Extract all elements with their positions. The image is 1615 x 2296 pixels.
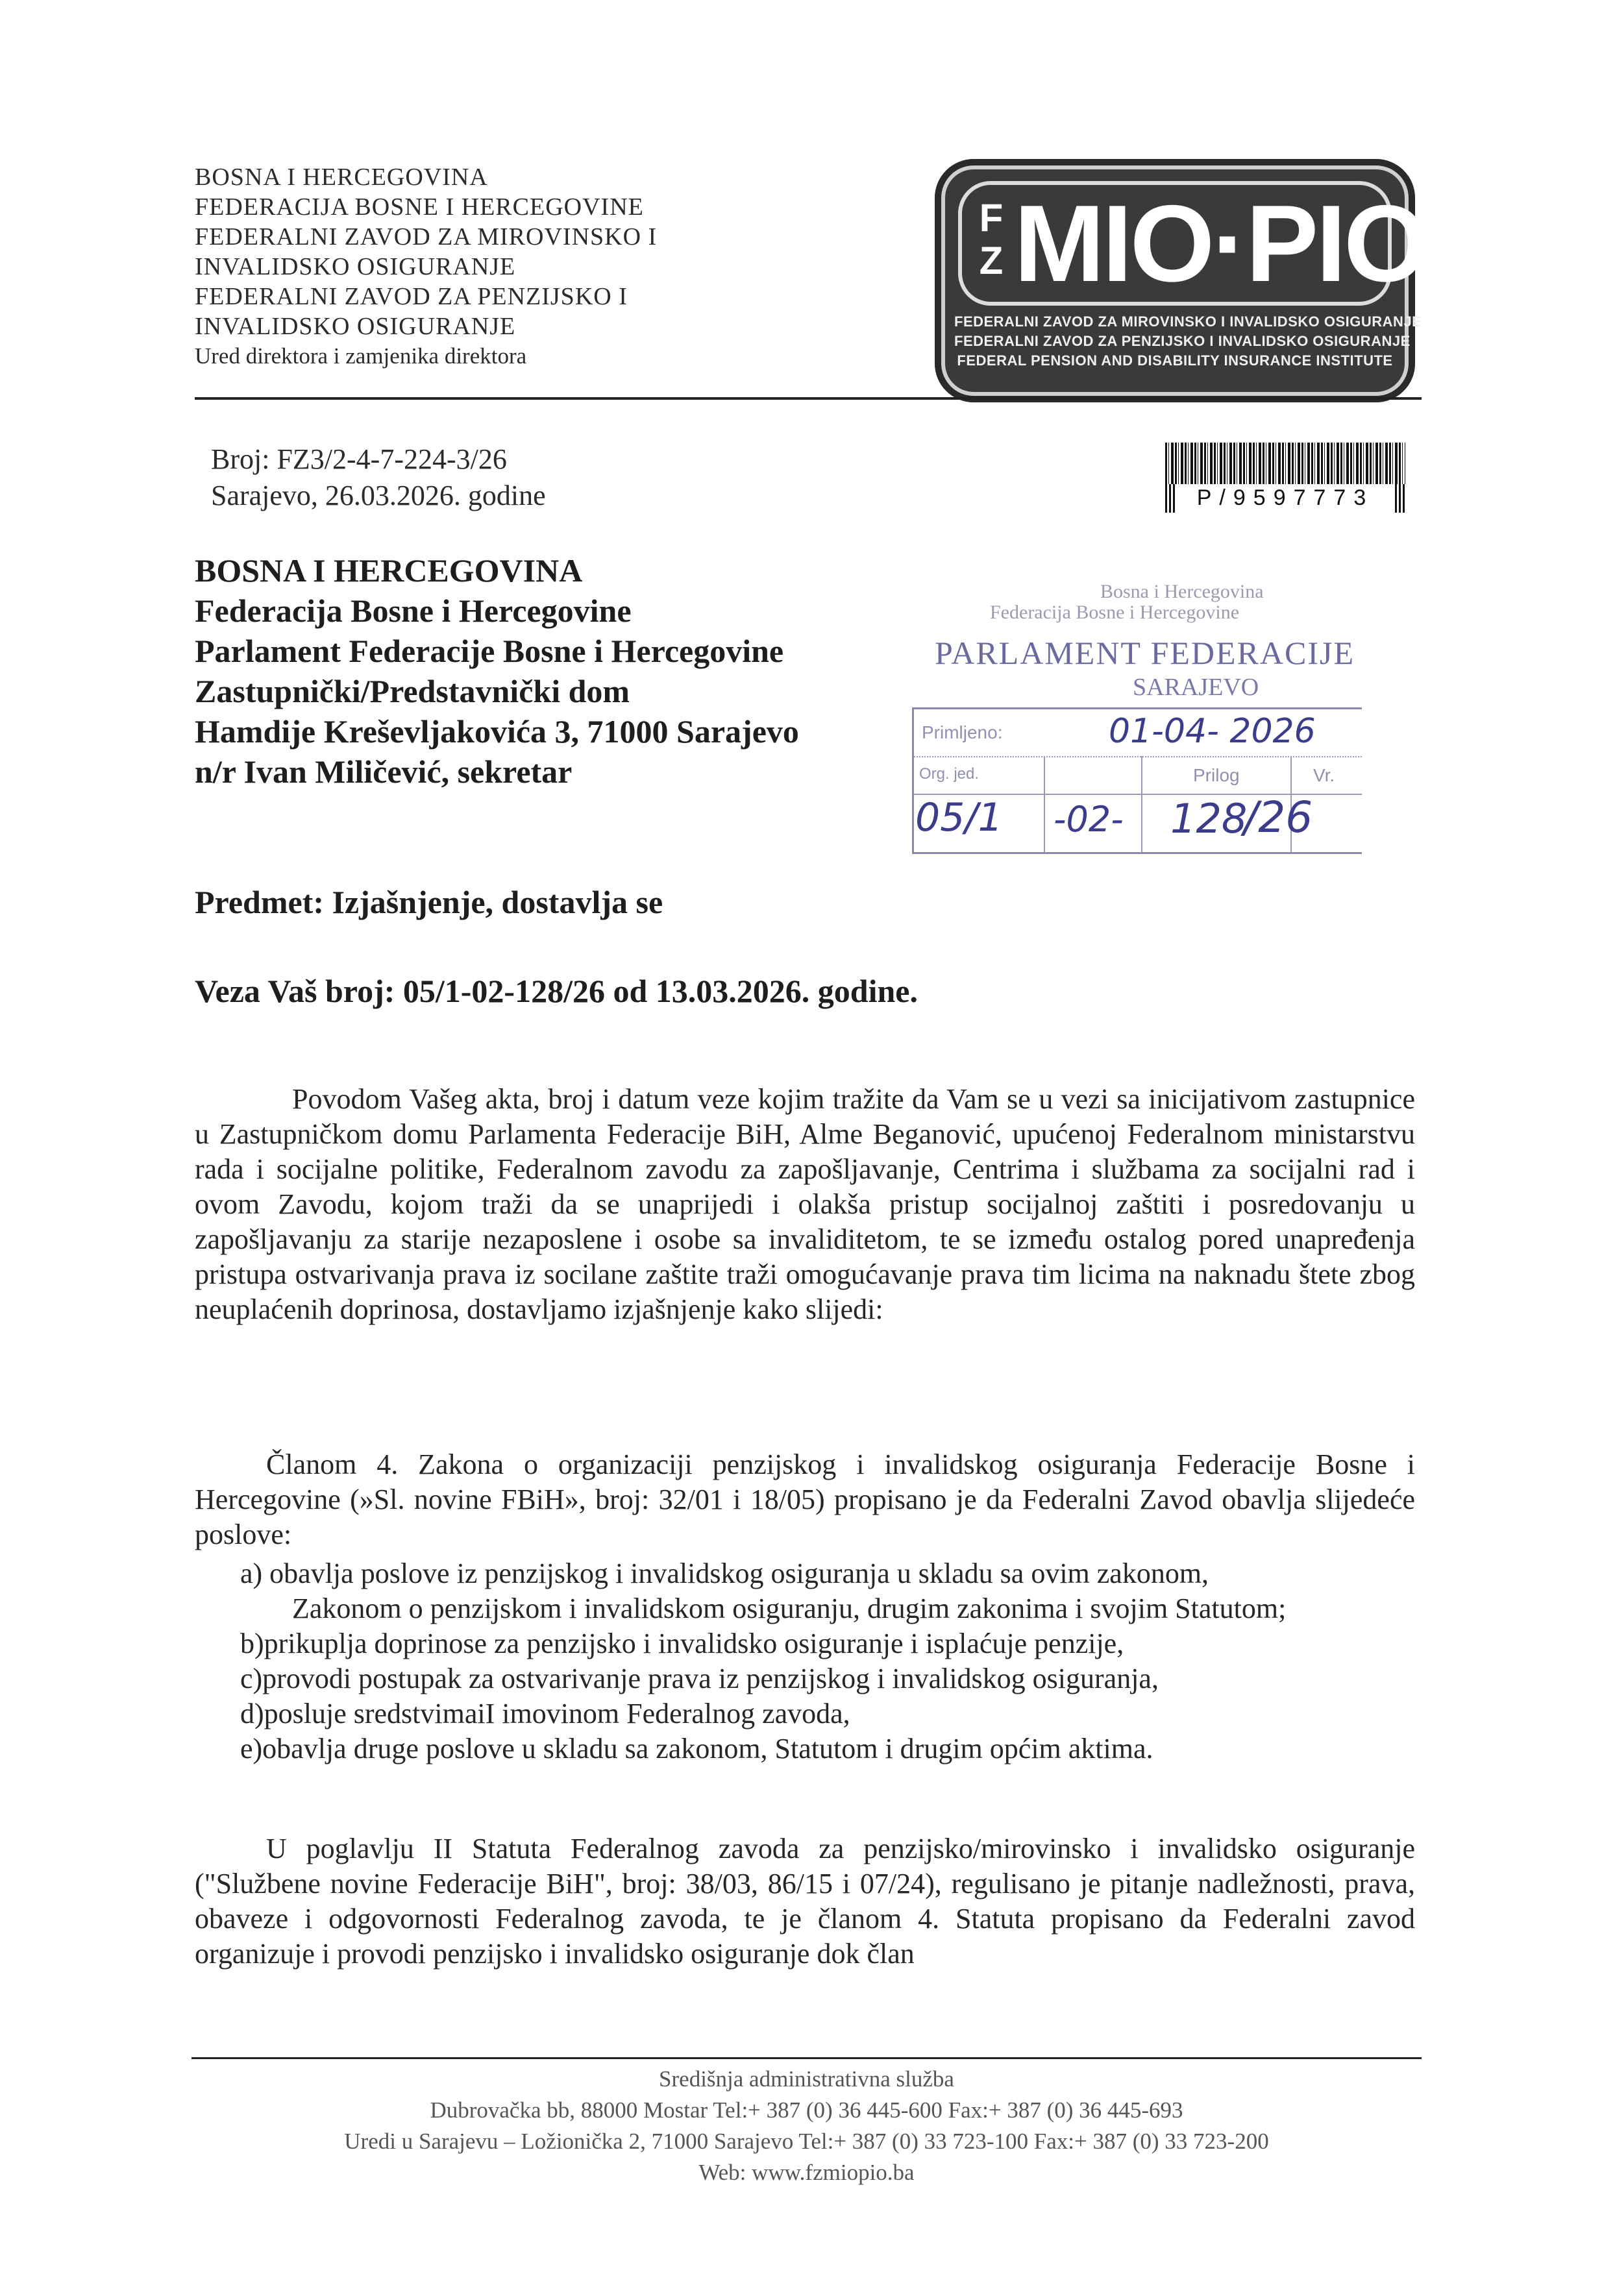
header-line: BOSNA I HERCEGOVINA: [195, 164, 488, 191]
office-name: Ured direktora i zamjenika direktora: [195, 343, 527, 369]
logo-subtitle: FEDERALNI ZAVOD ZA MIROVINSKO I INVALIDSKO OSIGURANJE: [954, 313, 1422, 330]
recipient-line: Hamdije Kreševljakovića 3, 71000 Sarajevo: [195, 713, 799, 750]
header-line: FEDERALNI ZAVOD ZA PENZIJSKO I: [195, 283, 628, 310]
list-item: d)posluje sredstvimaiI imovinom Federalnog zavoda,: [240, 1698, 850, 1729]
paragraph-law: [195, 1447, 1415, 1552]
document-number: Broj: FZ3/2-4-7-224-3/26: [211, 443, 507, 475]
stamp-handwritten-org: 05/1: [915, 795, 1003, 840]
logo-title: MIO·PIO: [1014, 182, 1426, 304]
recipient-line: n/r Ivan Miličević, sekretar: [195, 753, 573, 790]
header-line: FEDERALNI ZAVOD ZA MIROVINSKO I: [195, 223, 658, 250]
list-item: a) obavlja poslove iz penzijskog i invalidskog osiguranja u skladu sa ovim zakonom,: [240, 1557, 1209, 1589]
header-line: INVALIDSKO OSIGURANJE: [195, 253, 516, 280]
stamp-attachment-label: Prilog: [1193, 765, 1240, 785]
recipient-address: [195, 550, 799, 792]
stamp-value-label: Vr.: [1313, 765, 1335, 785]
header-line: FEDERACIJA BOSNE I HERCEGOVINE: [195, 193, 644, 221]
header-line: INVALIDSKO OSIGURANJE: [195, 313, 516, 340]
footer-line: Dubrovačka bb, 88000 Mostar Tel:+ 387 (0) 36 445-600 Fax:+ 387 (0) 36 445-693: [430, 2097, 1183, 2123]
recipient-line: Zastupnički/Predstavnički dom: [195, 673, 630, 709]
stamp-org-label: Org. jed.: [919, 765, 980, 783]
stamp-received-label: Primljeno:: [922, 722, 1003, 742]
header-divider: [195, 397, 1422, 400]
barcode: [1165, 443, 1405, 514]
barcode-bars: [1165, 443, 1405, 484]
fzmiopio-logo: [935, 159, 1426, 402]
footer-divider: [191, 2057, 1422, 2059]
stamp-registry-box: [912, 707, 1362, 854]
footer-line: Uredi u Sarajevu – Ložionička 2, 71000 Sarajevo Tel:+ 387 (0) 33 723-100 Fax:+ 387 (0) 33 723-200: [344, 2129, 1269, 2154]
paragraph-text: Članom 4. Zakona o organizaciji penzijskog i invalidskog osiguranja Federacije Bosne i Hercegovine (»Sl. novine FBiH», broj: 32/01 i 18/05) propisano je da Federalni Zavod obavlja slijedeće poslove:: [195, 1448, 1415, 1550]
stamp-line: PARLAMENT FEDERACIJE: [935, 635, 1355, 671]
footer: [191, 2064, 1422, 2188]
reference-link: Veza Vaš broj: 05/1-02-128/26 od 13.03.2026. godine.: [195, 973, 918, 1009]
subject-line: Predmet: Izjašnjenje, dostavlja se: [195, 884, 663, 920]
stamp-handwritten-number: 128: [1170, 795, 1248, 842]
paragraph-statute: [195, 1831, 1415, 1972]
list-item: Zakonom o penzijskom i invalidskom osiguranju, drugim zakonima i svojim Statutom;: [292, 1593, 1287, 1624]
paragraph-text: Povodom Vašeg akta, broj i datum veze kojim tražite da Vam se u vezi sa inicijativom zastupnice u Zastupničkom domu Parlamenta Federacije BiH, Alme Beganović, upućenoj Federalnom ministarstvu rada i socijalne politike, Federalnom zavodu za zapošljavanje, Centrima i službama za socijalni rad i ovom Zavodu, kojom traži da se unaprijedi i olakša pristup socijalnoj zaštiti i posredovanju u zapošljavanju za starije nezaposlene i osobe sa invaliditetom, te se između ostalog pored unapređenja pristupa ostvarivanja prava iz socilane zaštite traži omogućavanje prava tim licima na naknadu štete zbog neuplaćenih doprinosa, dostavljamo izjašnjenje kako slijedi:: [195, 1083, 1415, 1325]
reference-block: [211, 441, 546, 514]
stamp-line: Federacija Bosne i Hercegovine: [990, 602, 1240, 623]
logo-subtitle: FEDERAL PENSION AND DISABILITY INSURANCE INSTITUTE: [957, 352, 1393, 369]
stamp-line: SARAJEVO: [1133, 674, 1259, 701]
logo-fz-mark: F Z: [979, 196, 1004, 282]
institution-header: [195, 162, 657, 371]
footer-line: Središnja administrativna služba: [659, 2066, 954, 2092]
stamp-divider: [1141, 756, 1142, 852]
logo-subtitle: FEDERALNI ZAVOD ZA PENZIJSKO I INVALIDSKO OSIGURANJE: [954, 333, 1411, 349]
stamp-divider: [1044, 756, 1045, 852]
list-item: b)prikuplja doprinose za penzijsko i invalidsko osiguranje i isplaćuje penzije,: [240, 1628, 1124, 1659]
list-item: e)obavlja druge poslove u skladu sa zakonom, Statutom i drugim općim aktima.: [240, 1733, 1153, 1765]
duties-list: [240, 1556, 1286, 1766]
stamp-received-date: 01-04- 2026: [1109, 712, 1316, 751]
stamp-handwritten-year: /26: [1244, 792, 1313, 842]
recipient-line: BOSNA I HERCEGOVINA: [195, 552, 583, 589]
stamp-line: Bosna i Hercegovina: [1100, 581, 1264, 602]
recipient-line: Parlament Federacije Bosne i Hercegovine: [195, 633, 784, 669]
footer-line: Web: www.fzmiopio.ba: [698, 2160, 915, 2185]
recipient-line: Federacija Bosne i Hercegovine: [195, 592, 632, 629]
logo-emblem: [958, 181, 1426, 306]
paragraph-text: U poglavlju II Statuta Federalnog zavoda za penzijsko/mirovinsko i invalidsko osiguranje ("Službene novine Federacije BiH", broj: 38/03, 86/15 i 07/24), regulisano je pitanje nadležnosti, prava, obaveze i odgovornosti Federalnog zavoda, te je članom 4. Statuta propisano da Federalni zavod organizuje i provodi penzijsko i invalidsko osiguranje dok član: [195, 1833, 1415, 1970]
list-item: c)provodi postupak za ostvarivanje prava iz penzijskog i invalidskog osiguranja,: [240, 1663, 1159, 1694]
stamp-handwritten-dept: -02-: [1054, 799, 1124, 840]
paragraph-intro: [195, 1082, 1415, 1327]
stamp-labels-row: [914, 756, 1362, 795]
barcode-number: P/9597773: [1196, 485, 1374, 510]
place-date: Sarajevo, 26.03.2026. godine: [211, 480, 546, 511]
stamp-received-row: [914, 709, 1362, 757]
